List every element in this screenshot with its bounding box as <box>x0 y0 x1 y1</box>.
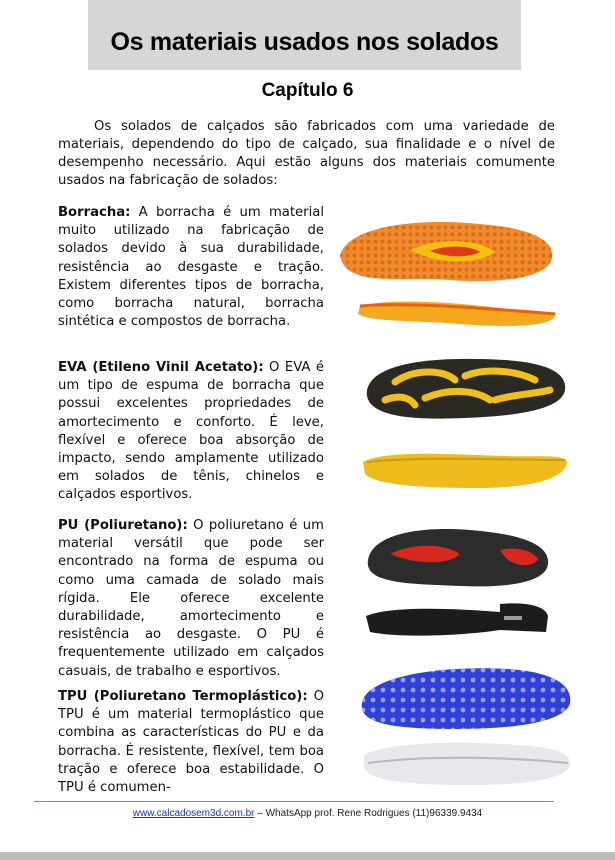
footer-contact: – WhatsApp prof. Rene Rodrigues (11)96339.9434 <box>254 808 483 819</box>
section-text: O TPU é um material termoplástico que combina as características do PU e da borracha. É resistente, flexível, tem boa tração e oferece boa estabilidade. O TPU é comumen- <box>58 689 324 796</box>
section-heading: TPU (Poliuretano Termoplástico): <box>58 689 308 704</box>
page-title: Os materiais usados nos solados <box>110 28 499 56</box>
section-borracha <box>58 204 324 331</box>
section-heading: PU (Poliuretano): <box>58 518 188 533</box>
section-eva <box>58 359 324 505</box>
chapter-heading: Capítulo 6 <box>261 80 354 101</box>
pu-sole-image <box>360 520 555 650</box>
section-pu <box>58 517 324 681</box>
rubber-sole-image <box>330 210 560 340</box>
intro-paragraph: Os solados de calçados são fabricados com uma variedade de materiais, dependendo do tipo de calçado, sua finalidade e o nível de desempenho necessário. Aqui estão alguns dos materiais comumente usados na fabricação de solados: <box>58 119 555 188</box>
section-heading: Borracha: <box>58 205 131 220</box>
section-tpu <box>58 688 324 796</box>
footer <box>0 808 615 819</box>
tpu-sole-image <box>348 655 576 790</box>
section-text: O EVA é um tipo de espuma de borracha que possui excelentes propriedades de amortecimento e conforto. É leve, flexível e oferece boa absorção de impacto, sendo amplamente utilizado em solados de tênis, chinelos e calçados esportivos. <box>58 360 324 503</box>
bottom-band <box>0 852 615 860</box>
section-text: O poliuretano é um material versátil que pode ser encontrado na forma de espuma ou como uma camada de solado mais rígida. Ele oferece excelente durabilidade, amortecimento e resistência ao desgaste. O PU é frequentemente utilizado em calçados casuais, de trabalho e esportivos. <box>58 518 324 679</box>
footer-divider <box>34 801 554 802</box>
website-link[interactable]: www.calcadosem3d.com.br <box>132 808 255 819</box>
eva-sole-image <box>355 350 570 510</box>
section-text: A borracha é um material muito utilizado na fabricação de solados devido à sua durabilidade, resistência ao desgaste e tração. Existem diferentes tipos de borracha, como borracha natural, borracha sintética e compostos de borracha. <box>58 205 324 330</box>
section-heading: EVA (Etileno Vinil Acetato): <box>58 360 264 375</box>
